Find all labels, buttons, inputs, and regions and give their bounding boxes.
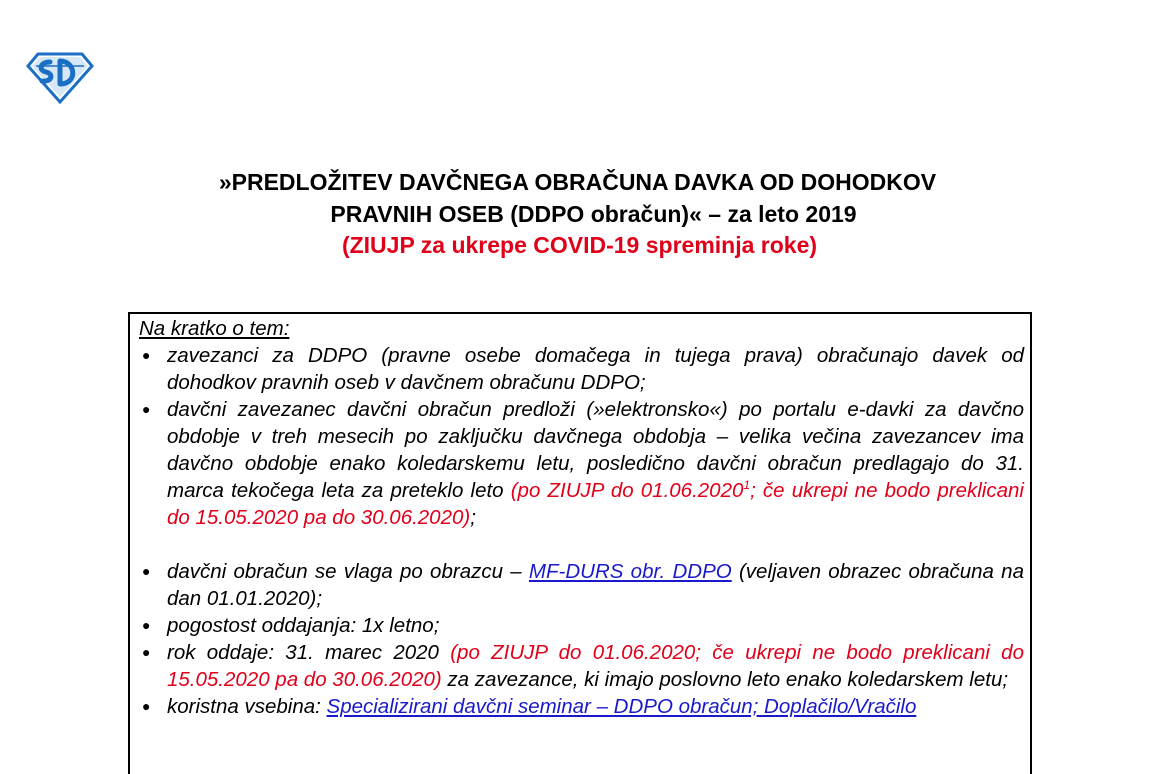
bullet-icon: ● [142, 644, 151, 660]
summary-heading: Na kratko o tem: [139, 317, 290, 340]
deadline-note: (po ZIUJP do 01.06.2020; če ukrepi ne bodo preklicani do 15.05.2020 pa do 30.06.2020) [167, 641, 1024, 691]
sd-diamond-logo-icon [22, 50, 96, 104]
deadline-note-extension: ; če ukrepi ne bodo preklicani do 15.05.2020 pa do 30.06.2020) [167, 479, 1024, 529]
seminar-link[interactable]: Specializirani davčni seminar – DDPO obračun; Doplačilo/Vračilo [326, 695, 917, 718]
list-item: ● davčni obračun se vlaga po obrazcu – MF-DURS obr. DDPO (veljaven obrazec obračuna na dan 01.01.2020); [142, 560, 1024, 610]
document-title [0, 166, 1157, 260]
bullet-icon: ● [142, 698, 151, 714]
form-link-mf-durs-ddpo[interactable]: MF-DURS obr. DDPO [528, 560, 732, 583]
list-item: ● zavezanci za DDPO (pravne osebe domačega in tujega prava) obračunajo davek od dohodkov pravnih oseb v davčnem obračunu DDPO; [142, 344, 1024, 394]
list-item: ● pogostost oddajanja: 1x letno; [142, 614, 440, 637]
summary-box [128, 312, 1032, 774]
footnote-ref[interactable]: 1 [743, 478, 751, 493]
bullet-icon: ● [142, 347, 151, 363]
bullet-icon: ● [142, 563, 151, 579]
list-item: ● koristna vsebina: Specializirani davčni seminar – DDPO obračun; Doplačilo/Vračilo [142, 695, 917, 718]
title-line-2: PRAVNIH OSEB (DDPO obračun)« – za leto 2019 [330, 201, 857, 227]
company-logo [22, 50, 96, 104]
title-line-1: »PREDLOŽITEV DAVČNEGA OBRAČUNA DAVKA OD DOHODKOV [218, 169, 937, 195]
list-item: ● davčni zavezanec davčni obračun predloži (»elektronsko«) po portalu e-davki za davčno obdobje v treh mesecih po zaključku davčnega obdobja – velika večina zavezancev ima davčno obdobje enako koledarskemu letu, posledično davčni obračun predlagajo do 31. marca tekočega leta za preteklo leto (po ZIUJP do 01.06.2020$^1$; če ukrepi ne bodo preklicani do 15.05.2020 pa do 30.06.2020); [142, 398, 1024, 529]
list-item: ● rok oddaje: 31. marec 2020 (po ZIUJP do 01.06.2020; če ukrepi ne bodo preklicani do 15.05.2020 pa do 30.06.2020) za zavezance, ki imajo poslovno leto enako koledarskem letu; [142, 641, 1024, 691]
title-subtitle-covid: (ZIUJP za ukrepe COVID-19 spreminja roke) [341, 232, 818, 258]
bullet-icon: ● [142, 401, 151, 417]
bullet-icon: ● [142, 617, 151, 633]
deadline-note: (po ZIUJP do 01.06.2020 [510, 479, 744, 502]
summary-list [139, 342, 1024, 720]
